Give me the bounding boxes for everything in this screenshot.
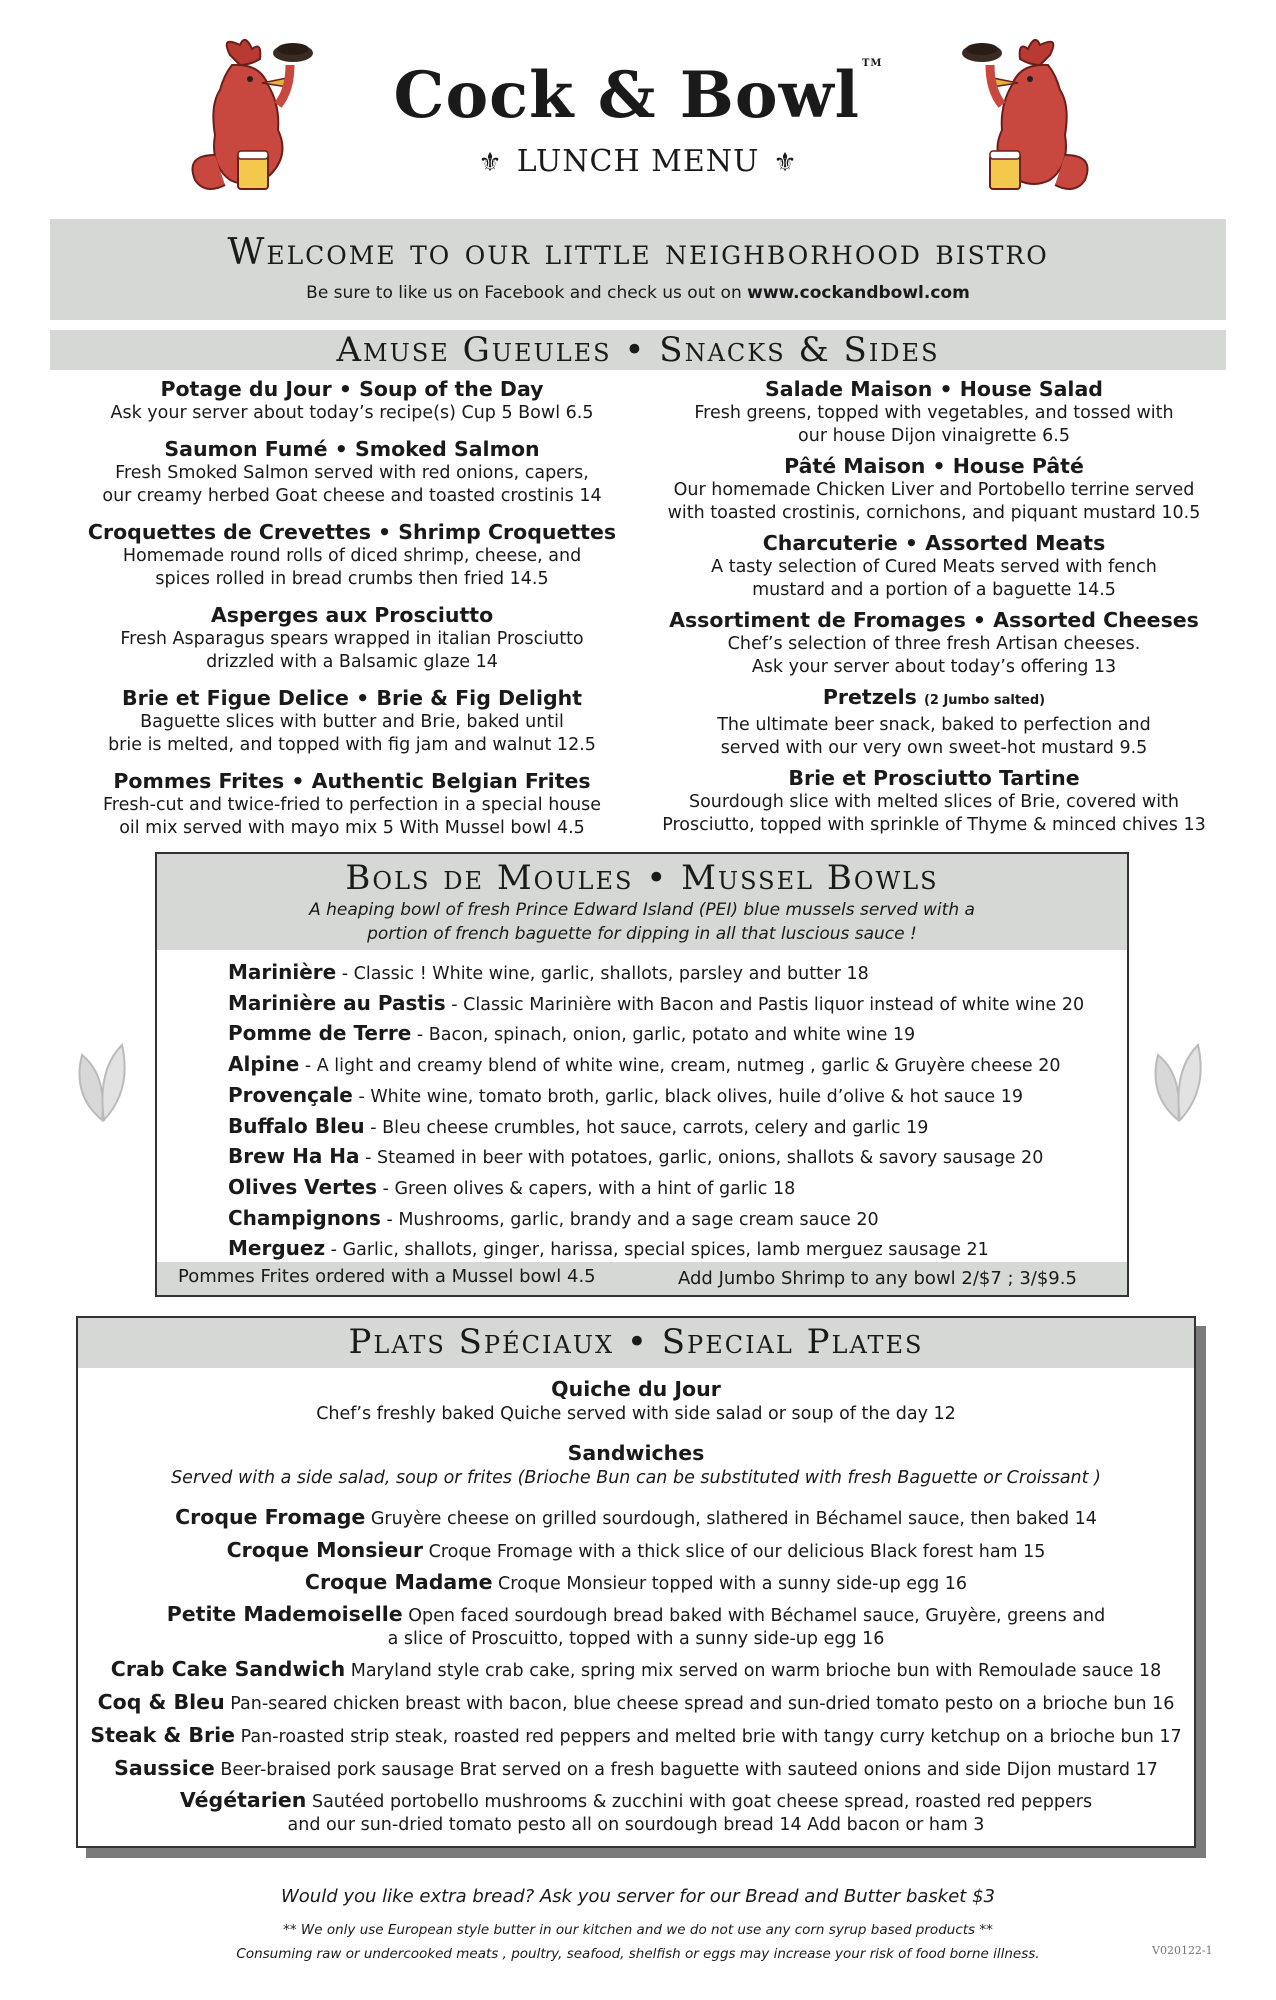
list-item: Champignons - Mushrooms, garlic, brandy and a sage cream sauce 20 — [228, 1205, 879, 1230]
list-item: Alpine - A light and creamy blend of white wine, cream, nutmeg , garlic & Gruyère cheese 20 — [228, 1052, 1061, 1077]
mussels-frites-note: Pommes Frites ordered with a Mussel bowl 4.5 — [178, 1266, 596, 1287]
list-item: Brew Ha Ha - Steamed in beer with potatoes, garlic, onions, shallots & savory sausage 20 — [228, 1144, 1044, 1169]
menu-item: Salade Maison • House Salad Fresh greens, topped with vegetables, and tossed with our house Dijon vinaigrette 6.5 — [694, 377, 1174, 446]
quiche-name: Quiche du Jour — [551, 1377, 721, 1401]
trademark: TM — [861, 58, 883, 69]
butter-note: ** We only use European style butter in our kitchen and we do not use any corn syrup based products ** — [283, 1922, 993, 1938]
menu-item: Saumon Fumé • Smoked Salmon Fresh Smoked Salmon served with red onions, capers, our creamy herbed Goat cheese and toasted crostinis 14 — [102, 437, 602, 506]
amuse-right-column — [654, 376, 1214, 842]
menu-item: Brie et Figue Delice • Brie & Fig Delight Baguette slices with butter and Brie, baked until brie is melted, and topped with fig jam and walnut 12.5 — [108, 686, 596, 755]
list-item: Marinière - Classic ! White wine, garlic, shallots, parsley and butter 18 — [228, 960, 869, 984]
list-item: Crab Cake Sandwich Maryland style crab cake, spring mix served on warm brioche bun with Remoulade sauce 18 — [110, 1657, 1162, 1681]
welcome-subtext: Be sure to like us on Facebook and check us out on www.cockandbowl.com — [306, 283, 970, 303]
fleur-de-lis-icon: ⚜ — [478, 148, 503, 178]
amuse-title: Amuse Gueules • Snacks & Sides — [336, 330, 940, 370]
mussels-title: Bols de Moules • Mussel Bowls — [345, 858, 939, 898]
menu-item: Asperges aux Prosciutto Fresh Asparagus spears wrapped in italian Prosciutto drizzled with a Balsamic glaze 14 — [120, 603, 584, 672]
brand-title: Cock & Bowl ™ — [393, 58, 883, 133]
sandwiches-note: Served with a side salad, soup or frites (Brioche Bun can be substituted with fresh Baguette or Croissant ) — [171, 1468, 1101, 1488]
list-item: Olives Vertes - Green olives & capers, with a hint of garlic 18 — [228, 1174, 796, 1199]
list-item: Croque Monsieur Croque Fromage with a thick slice of our delicious Black forest ham 15 — [226, 1538, 1046, 1562]
item-note: (2 Jumbo salted) — [923, 693, 1046, 708]
menu-item: Pommes Frites • Authentic Belgian Frites Fresh-cut and twice-fried to perfection in a special house oil mix served with mayo mix 5 With Mussel bowl 4.5 — [103, 769, 601, 838]
menu-item: Charcuterie • Assorted Meats A tasty selection of Cured Meats served with fench mustard and a portion of a baguette 14.5 — [711, 531, 1157, 600]
fleur-de-lis-icon: ⚜ — [773, 148, 798, 178]
menu-item: Pâté Maison • House Pâté Our homemade Chicken Liver and Portobello terrine served with toasted crostinis, cornichons, and piquant mustard 10.5 — [667, 454, 1201, 523]
list-item: Coq & Bleu Pan-seared chicken breast with bacon, blue cheese spread and sun-dried tomato pesto on a brioche bun 16 — [97, 1690, 1175, 1714]
mussels-subtitle: A heaping bowl of fresh Prince Edward Island (PEI) blue mussels served with a portion of french baguette for dipping in all that luscious sauce ! — [309, 900, 975, 944]
list-item: Végétarien Sautéed portobello mushrooms & zucchini with goat cheese spread, roasted red peppers and our sun-dried tomato pesto all on sourdough bread 14 Add bacon or ham 3 — [179, 1788, 1093, 1835]
menu-item: Brie et Prosciutto Tartine Sourdough slice with melted slices of Brie, covered with Prosciutto, topped with sprinkle of Thyme & minced chives 13 — [662, 766, 1206, 835]
sandwiches-heading: Sandwiches — [567, 1441, 705, 1465]
menu-item: Assortiment de Fromages • Assorted Cheeses Chef’s selection of three fresh Artisan cheeses. Ask your server about today’s offering 13 — [669, 608, 1199, 677]
menu-item: Potage du Jour • Soup of the Day Ask your server about today’s recipe(s) Cup 5 Bowl 6.5 — [110, 377, 594, 423]
list-item: Merguez - Garlic, shallots, ginger, harissa, special spices, lamb merguez sausage 21 — [228, 1236, 989, 1261]
quiche-desc: Chef’s freshly baked Quiche served with side salad or soup of the day 12 — [316, 1404, 956, 1424]
leaf-decoration-icon — [1138, 1025, 1218, 1125]
health-warning: Consuming raw or undercooked meats , poultry, seafood, shelfish or eggs may increase your risk of food borne illness. — [236, 1946, 1040, 1962]
menu-item: Croquettes de Crevettes • Shrimp Croquettes Homemade round rolls of diced shrimp, cheese, and spices rolled in bread crumbs then fried 14.5 — [87, 520, 617, 589]
mussels-list — [228, 958, 1108, 1265]
list-item: Provençale - White wine, tomato broth, garlic, black olives, huile d’olive & hot sauce 19 — [228, 1082, 1024, 1107]
website-link[interactable]: www.cockandbowl.com — [747, 283, 970, 303]
mussels-shrimp-note: Add Jumbo Shrimp to any bowl 2/$7 ; 3/$9.5 — [678, 1268, 1077, 1289]
list-item: Marinière au Pastis - Classic Marinière with Bacon and Pastis liquor instead of white wine 20 — [228, 990, 1085, 1015]
list-item: Steak & Brie Pan-roasted strip steak, roasted red peppers and melted brie with tangy curry ketchup on a brioche bun 17 — [90, 1723, 1182, 1747]
list-item: Saussice Beer-braised pork sausage Brat served on a fresh baguette with sauteed onions and side Dijon mustard 17 — [114, 1756, 1158, 1780]
menu-item: Pretzels (2 Jumbo salted) The ultimate beer snack, baked to perfection and served with our very own sweet-hot mustard 9.5 — [717, 685, 1151, 758]
list-item: Buffalo Bleu - Bleu cheese crumbles, hot sauce, carrots, celery and garlic 19 — [228, 1113, 929, 1138]
list-item: Croque Madame Croque Monsieur topped with a sunny side-up egg 16 — [304, 1570, 968, 1594]
amuse-left-column — [72, 376, 632, 851]
menu-subtitle: ⚜ LUNCH MENU ⚜ — [478, 144, 798, 179]
plates-title: Plats Spéciaux • Special Plates — [348, 1322, 924, 1362]
list-item: Petite Mademoiselle Open faced sourdough bread baked with Béchamel sauce, Gruyère, greens and a slice of Proscuitto, topped with a sunny side-up egg 16 — [166, 1602, 1106, 1649]
leaf-decoration-icon — [62, 1025, 142, 1125]
plates-content — [80, 1378, 1192, 1837]
version-code: V020122-1 — [1152, 1944, 1213, 1957]
bread-note: Would you like extra bread? Ask you server for our Bread and Butter basket $3 — [281, 1886, 995, 1907]
list-item: Croque Fromage Gruyère cheese on grilled sourdough, slathered in Béchamel sauce, then baked 14 — [175, 1505, 1097, 1529]
welcome-title: Welcome to our little neighborhood bistro — [227, 232, 1049, 273]
list-item: Pomme de Terre - Bacon, spinach, onion, garlic, potato and white wine 19 — [228, 1021, 916, 1046]
